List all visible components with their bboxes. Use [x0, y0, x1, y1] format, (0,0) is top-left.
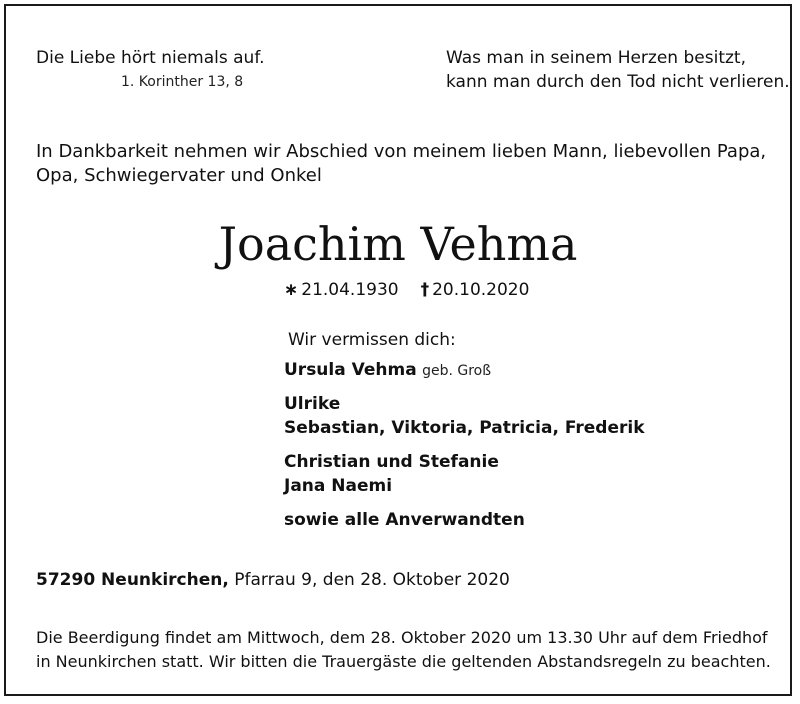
mourner-line3: Christian und Stefanie: [284, 452, 499, 472]
spouse-name: Ursula Vehma: [284, 360, 417, 380]
life-dates: [284, 278, 529, 302]
quote-right-line2: kann man durch den Tod nicht verlieren.: [446, 72, 790, 92]
address-line: [36, 568, 510, 592]
intro-line1: In Dankbarkeit nehmen wir Abschied von meinem lieben Mann, liebevollen Papa,: [36, 141, 767, 162]
quote-left-source: 1. Korinther 13, 8: [121, 74, 244, 90]
funeral-line2: in Neunkirchen statt. Wir bitten die Trauergäste die geltenden Abstandsregeln zu beachten.: [36, 652, 771, 671]
address-rest: Pfarrau 9, den 28. Oktober 2020: [234, 570, 510, 590]
quote-right-line1: Was man in seinem Herzen besitzt,: [446, 48, 746, 68]
spouse-maiden-name: geb. Groß: [422, 363, 492, 379]
mourners-heading: Wir vermissen dich:: [288, 330, 456, 350]
mourner-spouse: [284, 358, 491, 383]
mourner-line5: sowie alle Anverwandten: [284, 510, 525, 530]
intro-line2: Opa, Schwiegervater und Onkel: [36, 165, 322, 186]
address-place: 57290 Neunkirchen,: [36, 570, 229, 590]
death-date: 20.10.2020: [432, 280, 530, 300]
funeral-line1: Die Beerdigung findet am Mittwoch, dem 28. Oktober 2020 um 13.30 Uhr auf dem Friedhof: [36, 628, 768, 647]
mourner-line1: Ulrike: [284, 394, 341, 414]
birth-date: 21.04.1930: [301, 280, 399, 300]
obituary-notice: [4, 4, 792, 696]
quote-left: Die Liebe hört niemals auf.: [36, 48, 265, 68]
death-cross-icon: †: [420, 280, 430, 300]
birth-star-icon: ∗: [284, 280, 299, 300]
mourner-line2: Sebastian, Viktoria, Patricia, Frederik: [284, 418, 645, 438]
deceased-name: Joachim Vehma: [218, 217, 578, 271]
mourner-line4: Jana Naemi: [284, 476, 393, 496]
